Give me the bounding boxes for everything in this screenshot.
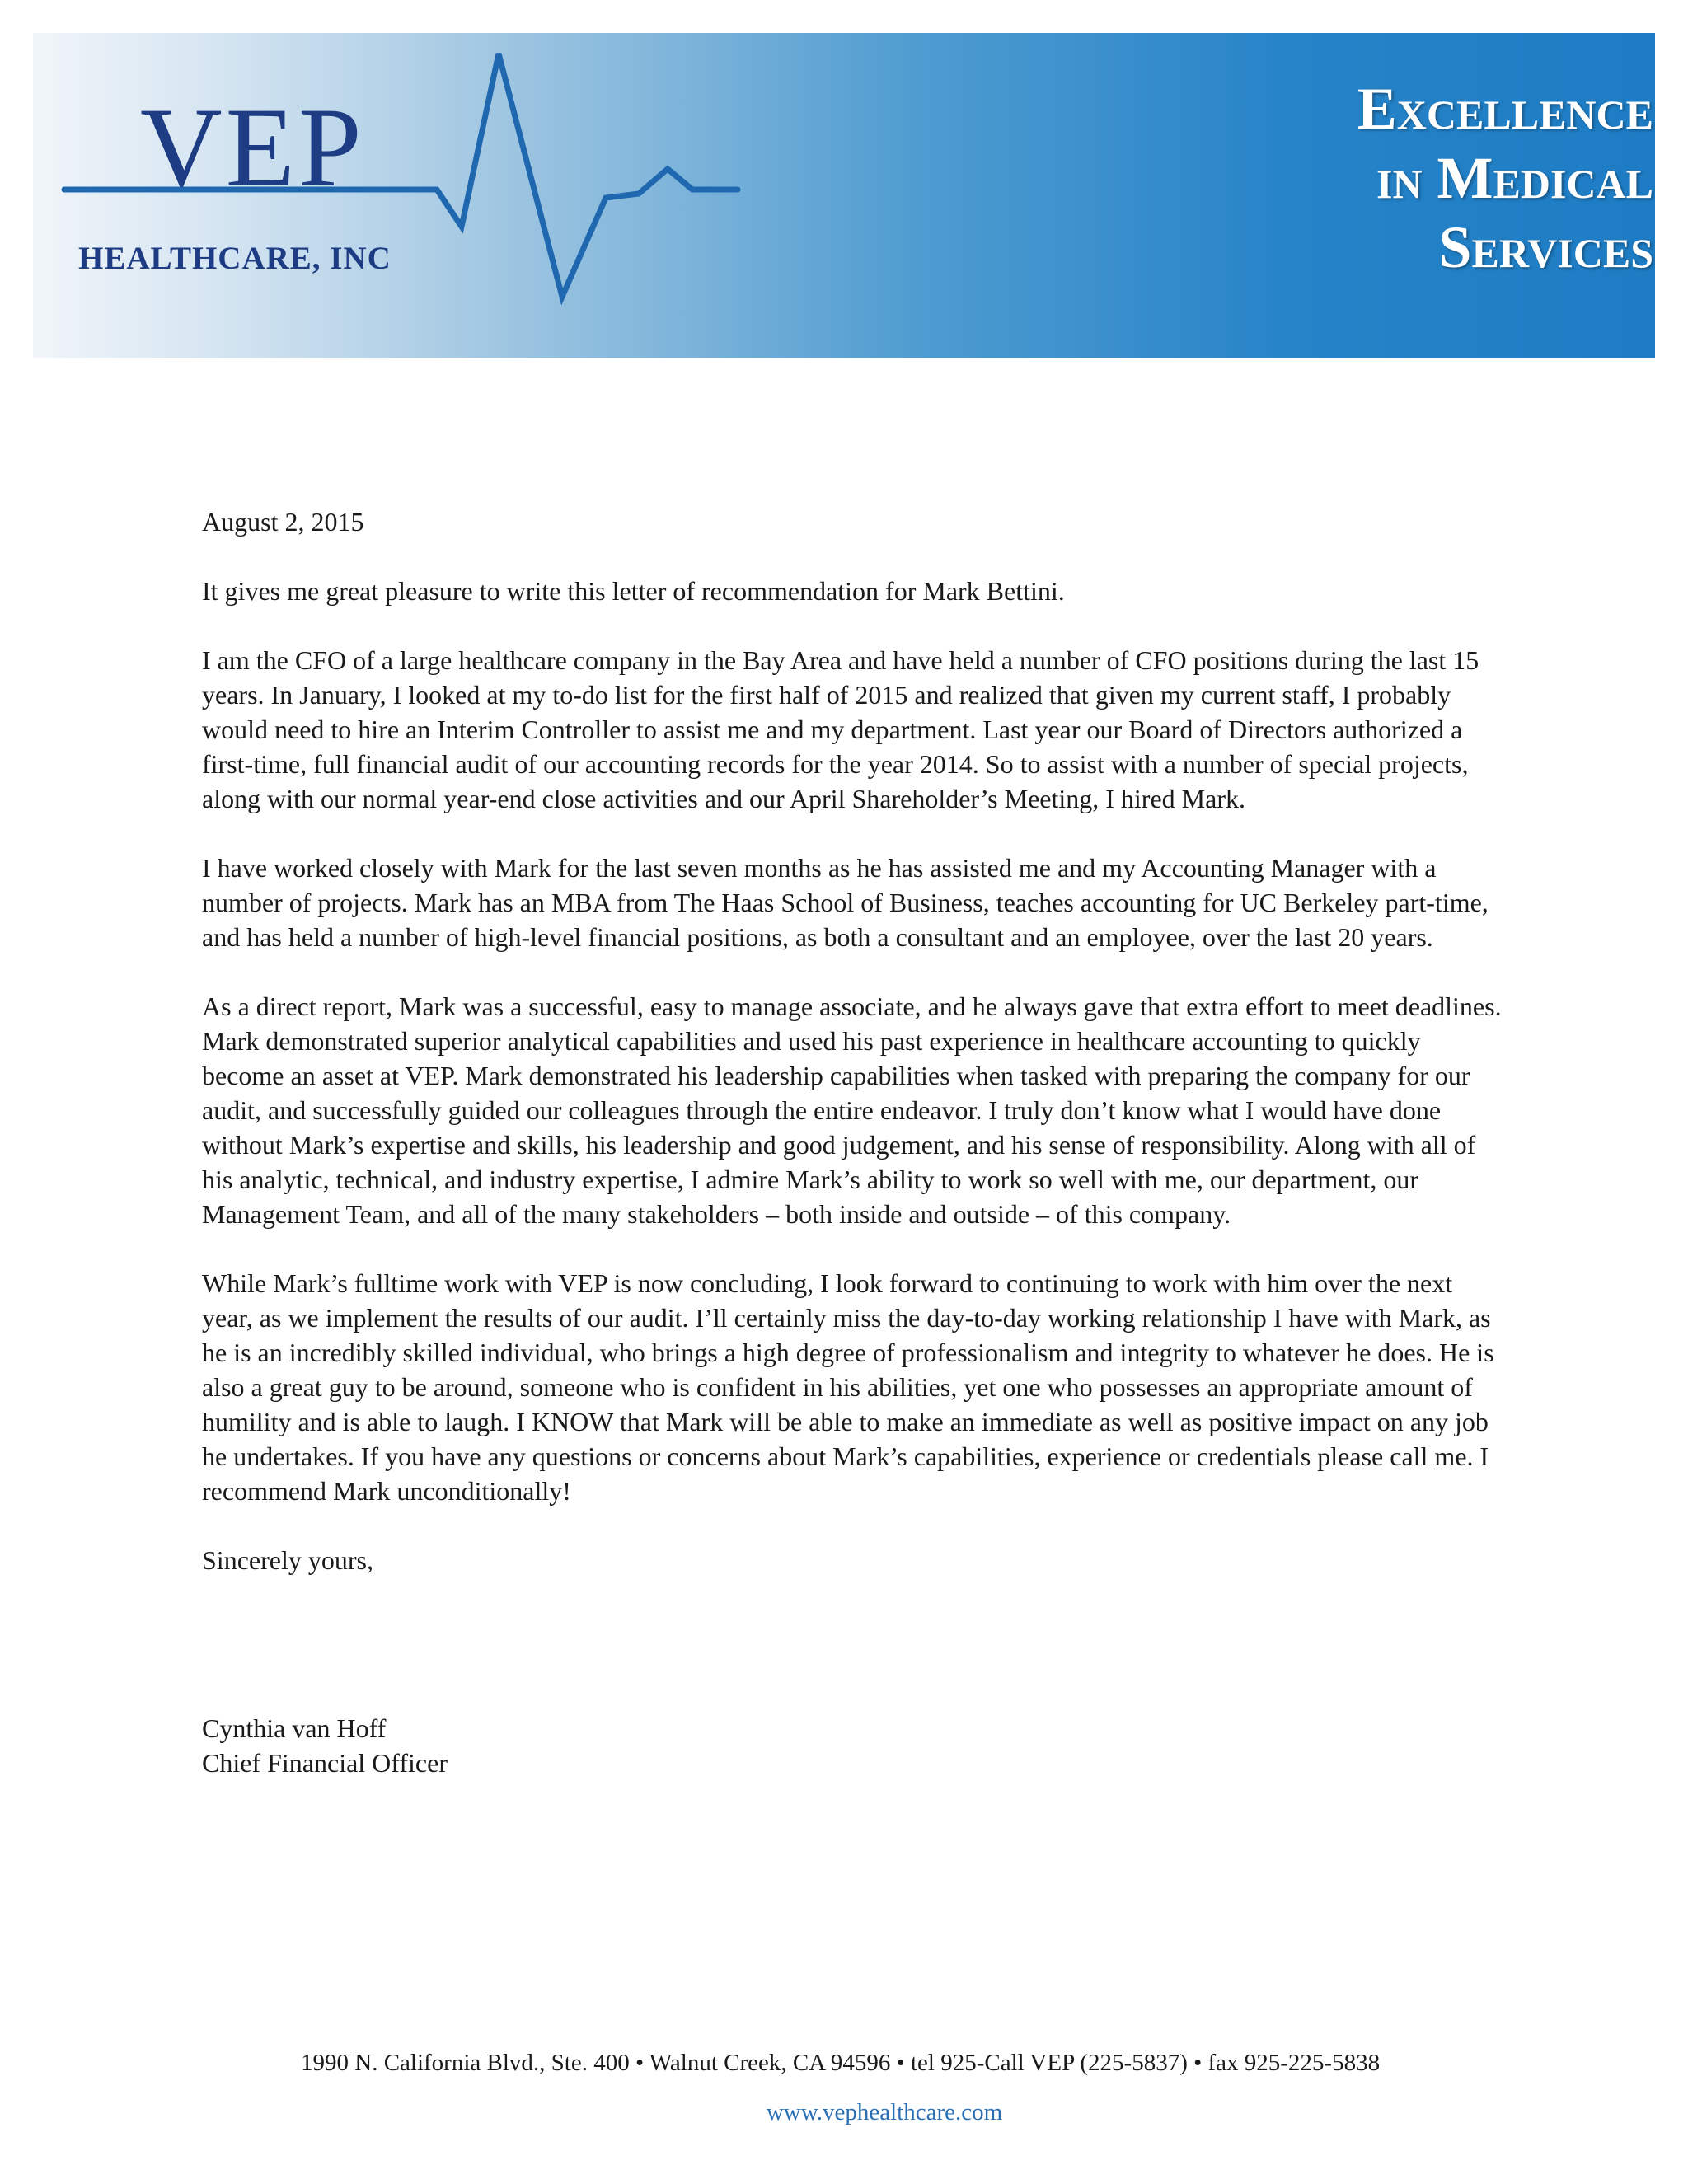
letter-paragraph: I have worked closely with Mark for the last seven months as he has assisted me and my Accounting Manager with a number of projects. Mark has an MBA from The Haas School of Business, teaches accounting for UC Berkeley part-time, and has held a number of high-level financial positions, as both a consultant and an employee, over the last 20 years. <box>202 853 1489 952</box>
signer-title: Chief Financial Officer <box>202 1748 448 1778</box>
letter-paragraph: It gives me great pleasure to write this letter of recommendation for Mark Bettini. <box>202 576 1065 606</box>
logo-wordmark: VEP <box>140 84 365 210</box>
tagline-line: Services <box>1438 214 1653 280</box>
tagline-line: Excellence <box>1357 76 1653 142</box>
signature-block <box>202 1711 1504 1780</box>
letterhead-banner <box>33 33 1655 358</box>
letter-date: August 2, 2015 <box>202 507 364 537</box>
letter-paragraph: While Mark’s fulltime work with VEP is now concluding, I look forward to continuing to work with him over the next year, as we implement the results of our audit. I’ll certainly miss the day-to-day working relationship I have with Mark, as he is an incredibly skilled individual, who brings a high degree of professionalism and integrity to whatever he does. He is also a great guy to be around, someone who is confident in his abilities, yet one who possesses an appropriate amount of humility and is able to laugh. I KNOW that Mark will be able to make an immediate as well as positive impact on any job he undertakes. If you have any questions or concerns about Mark’s capabilities, experience or credentials please call me. I recommend Mark unconditionally! <box>202 1268 1494 1506</box>
signer-name: Cynthia van Hoff <box>202 1713 387 1743</box>
website-link[interactable]: www.vephealthcare.com <box>766 2099 1003 2125</box>
letter-paragraph: As a direct report, Mark was a successful, easy to manage associate, and he always gave that extra effort to meet deadlines. Mark demonstrated superior analytical capabilities and used his past experience in healthcare accounting to quickly become an asset at VEP. Mark demonstrated his leadership capabilities when tasked with preparing the company for our audit, and successfully guided our colleagues through the entire endeavor. I truly don’t know what I would have done without Mark’s expertise and skills, his leadership and good judgement, and his sense of responsibility. Along with all of his analytic, technical, and industry expertise, I admire Mark’s ability to work so well with me, our department, our Management Team, and all of the many stakeholders – both inside and outside – of this company. <box>202 991 1502 1229</box>
letter-paragraph: I am the CFO of a large healthcare company in the Bay Area and have held a number of CFO positions during the last 15 years. In January, I looked at my to-do list for the first half of 2015 and realized that given my current staff, I probably would need to hire an Interim Controller to assist me and my department. Last year our Board of Directors authorized a first-time, full financial audit of our accounting records for the year 2014. So to assist with a number of special projects, along with our normal year-end close activities and our April Shareholder’s Meeting, I hired Mark. <box>202 645 1479 813</box>
letter-body <box>202 504 1504 1780</box>
letter-closing: Sincerely yours, <box>202 1545 373 1575</box>
footer-address: 1990 N. California Blvd., Ste. 400 • Walnut Creek, CA 94596 • tel 925-Call VEP (225-5837) • fax 925-225-5838 <box>301 2050 1381 2076</box>
logo-subtitle: HEALTHCARE, INC <box>78 241 392 276</box>
tagline-line: in Medical <box>1376 145 1653 211</box>
tagline <box>1357 74 1653 282</box>
